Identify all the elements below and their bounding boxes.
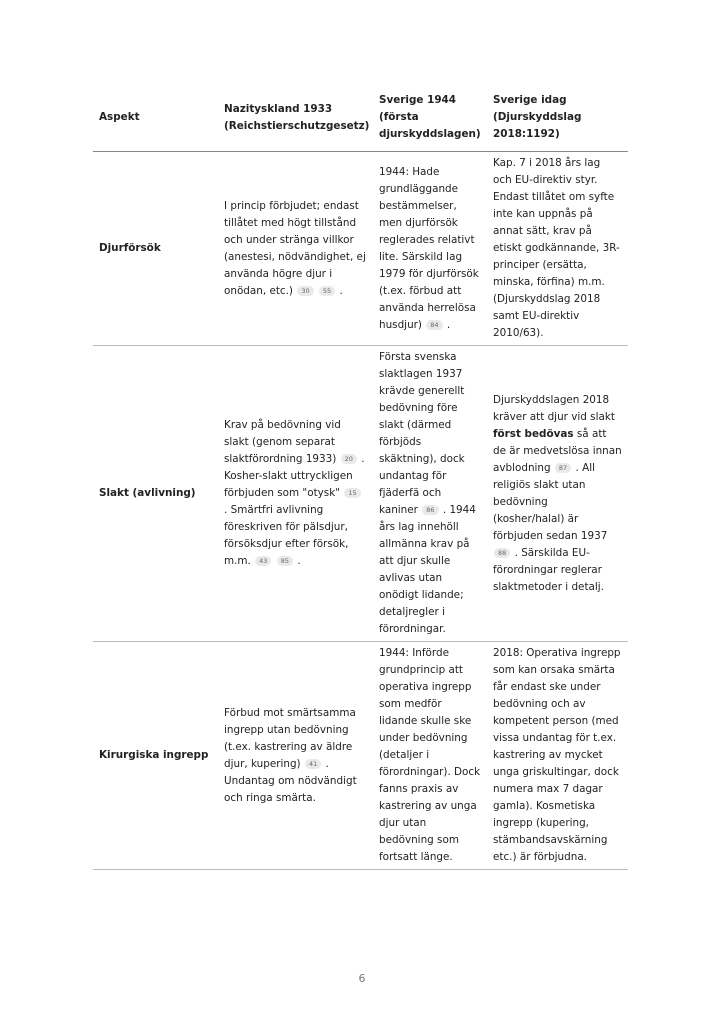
cell-text: så att de är medvetslösa innan avblodning — [493, 427, 622, 474]
cell-text: Krav på bedövning vid slakt (genom separat slaktförordning 1933) — [224, 419, 341, 465]
sweden-1944-cell — [373, 152, 487, 346]
reference-badge[interactable]: 84 — [426, 320, 442, 330]
table-row — [93, 346, 628, 642]
cell-text: Djurskyddslagen 2018 kräver att djur vid slakt — [493, 393, 615, 423]
table-header-row — [93, 86, 628, 152]
cell-text: I princip förbjudet; endast tillåtet med högt tillstånd och under stränga villkor (anestesi, nödvändighet, ej använda högre djur i onödan, etc.) — [224, 199, 366, 297]
reference-badge[interactable]: 43 — [255, 556, 271, 566]
cell-text: . All religiös slakt utan bedövning (kosher/halal) är förbjuden sedan 1937 — [493, 461, 608, 542]
comparison-table — [93, 86, 628, 870]
cell-text: . 1944 års lag innehöll allmänna krav på att djur skulle avlivas utan onödigt lidande; detaljregler i förordningar. — [379, 504, 476, 635]
cell-text: . Smärtfri avlivning föreskriven för pälsdjur, försöksdjur efter försök, m.m. — [224, 504, 349, 567]
reference-badge[interactable]: 20 — [341, 454, 357, 464]
aspect-cell: Slakt (avlivning) — [99, 487, 196, 499]
reference-badge[interactable]: 85 — [277, 556, 293, 566]
sweden-1944-cell — [373, 346, 487, 642]
nazi-cell — [218, 642, 373, 870]
sweden-1944-cell: 1944: Införde grundprincip att operativa ingrepp som medför lidande skulle ske under bedövning (detaljer i förordningar). Dock fanns praxis av kastrering av unga djur utan bedövning som fortsatt länge. — [379, 647, 481, 863]
aspect-cell: Djurförsök — [99, 242, 161, 254]
cell-text: . Kosher-slakt uttryckligen förbjuden som "otysk" — [224, 453, 365, 499]
table-row — [93, 152, 628, 346]
table-row — [93, 642, 628, 870]
sweden-today-cell — [487, 346, 628, 642]
reference-badge[interactable]: 55 — [319, 286, 335, 296]
cell-text: . — [339, 284, 343, 297]
cell-text: . Särskilda EU-förordningar reglerar slaktmetoder i detalj. — [493, 546, 604, 593]
aspect-cell: Kirurgiska ingrepp — [99, 749, 209, 761]
header-sweden-1944: Sverige 1944 (första djurskyddslagen) — [379, 94, 481, 140]
sweden-today-cell: Kap. 7 i 2018 års lag och EU-direktiv styr. Endast tillåtet om syfte inte kan uppnås på annat sätt, krav på etiskt godkännande, 3R-principer (ersätta, minska, förfina) m.m. (Djurskyddslag 2018 samt EU-direktiv 2010/63). — [493, 157, 620, 339]
header-sweden-today: Sverige idag (Djurskyddslag 2018:1192) — [493, 94, 582, 140]
reference-badge[interactable]: 86 — [422, 505, 438, 515]
nazi-cell — [218, 346, 373, 642]
cell-text: 1944: Hade grundläggande bestämmelser, men djurförsök reglerades relativt lite. Särskild lag 1979 för djurförsök (t.ex. förbud att använda herrelösa husdjur) — [379, 165, 479, 331]
header-aspect: Aspekt — [99, 111, 140, 123]
emphasis-text: först bedövas — [493, 427, 574, 440]
nazi-cell — [218, 152, 373, 346]
cell-text: . — [446, 318, 451, 331]
sweden-today-cell: 2018: Operativa ingrepp som kan orsaka smärta får endast ske under bedövning och av kompetent person (med vissa undantag för t.ex. kastrering av mycket unga griskultingar, dock numera max 7 dagar gamla). Kosmetiska ingrepp (kupering, stämbandsavskärning etc.) är förbjudna. — [493, 647, 621, 863]
cell-text: Första svenska slaktlagen 1937 krävde generellt bedövning före slakt (därmed förbjöds skäktning), dock undantag för fjäderfä och kaniner — [379, 351, 465, 516]
cell-text: . Undantag om nödvändigt och ringa smärta. — [224, 757, 357, 804]
cell-text: Förbud mot smärtsamma ingrepp utan bedövning (t.ex. kastrering av äldre djur, kupering) — [224, 706, 356, 770]
reference-badge[interactable]: 87 — [555, 463, 571, 473]
reference-badge[interactable]: 88 — [494, 548, 510, 558]
page-number: 6 — [358, 972, 366, 985]
cell-text: . — [297, 555, 301, 567]
header-nazi-germany: Nazityskland 1933 (Reichstierschutzgesetz) — [224, 102, 370, 132]
reference-badge[interactable]: 41 — [305, 759, 321, 769]
reference-badge[interactable]: 15 — [344, 488, 360, 498]
reference-badge[interactable]: 30 — [297, 286, 313, 296]
